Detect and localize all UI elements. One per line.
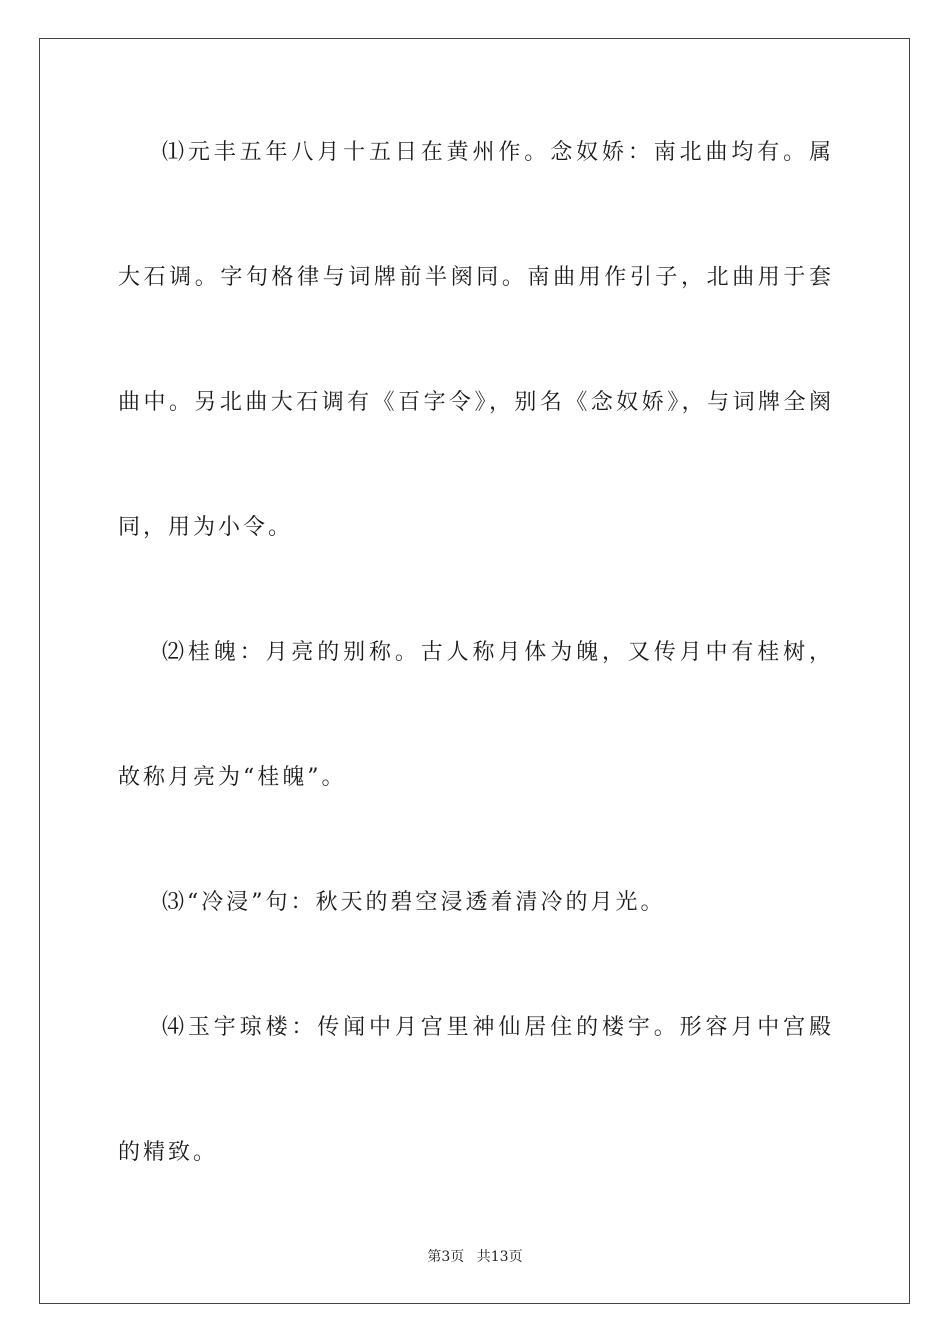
- total-pages: 共13页: [476, 1249, 523, 1265]
- page-number: 第3页: [427, 1249, 465, 1265]
- annotation-paragraph-1: ⑴元丰五年八月十五日在黄州作。念奴娇：南北曲均有。属大石调。字句格律与词牌前半阕同。南曲用作引子，北曲用于套曲中。另北曲大石调有《百字令》，别名《念奴娇》，与词牌全阕同，用为小令。: [118, 140, 834, 540]
- annotation-paragraph-3: ⑶“冷浸”句：秋天的碧空浸透着清冷的月光。: [162, 890, 666, 915]
- annotation-text-block: [118, 90, 834, 1215]
- annotation-paragraph-4: ⑷玉宇琼楼：传闻中月宫里神仙居住的楼宇。形容月中宫殿的精致。: [118, 1015, 834, 1165]
- page-footer: [0, 1246, 950, 1266]
- annotation-paragraph-2: ⑵桂魄：月亮的别称。古人称月体为魄，又传月中有桂树，故称月亮为“桂魄”。: [118, 640, 834, 790]
